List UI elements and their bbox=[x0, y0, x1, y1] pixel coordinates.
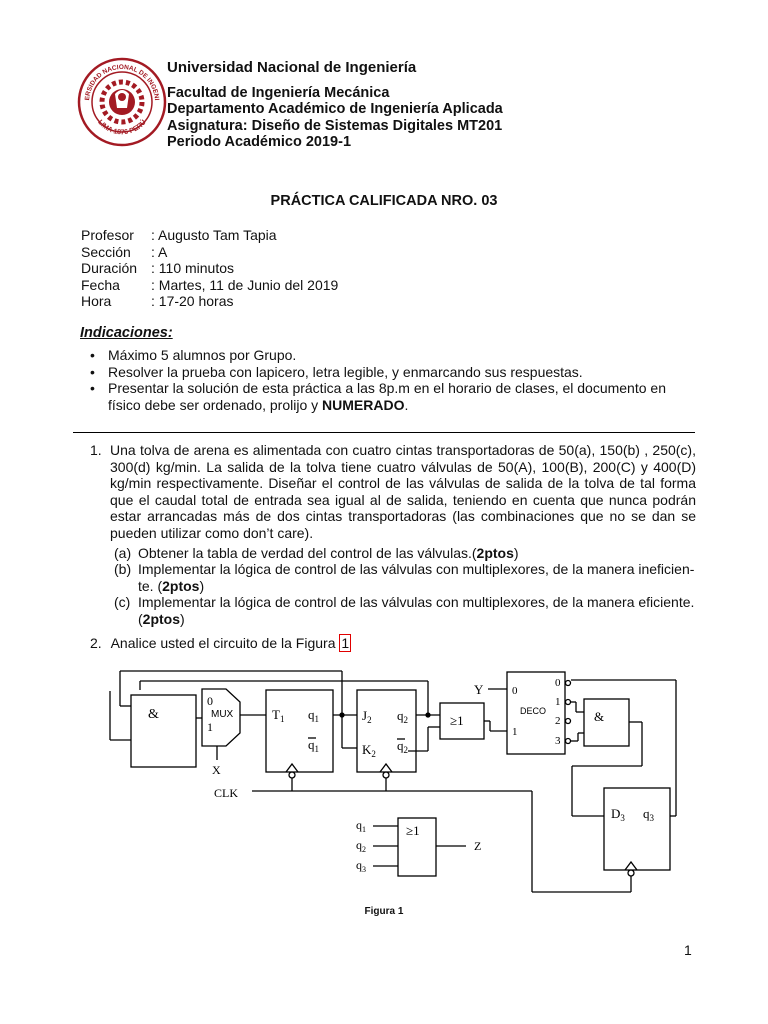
sub-letter: (c) bbox=[114, 594, 131, 611]
clk-label: CLK bbox=[214, 786, 238, 800]
info-value: : 17-20 horas bbox=[151, 293, 234, 309]
info-row bbox=[0, 244, 768, 261]
deco-out0: 0 bbox=[555, 677, 561, 689]
page-title: PRÁCTICA CALIFICADA NRO. 03 bbox=[270, 193, 498, 209]
d-flipflop bbox=[604, 788, 670, 870]
info-row bbox=[0, 277, 768, 294]
list-item-bold: NUMERADO bbox=[322, 396, 405, 413]
info-value: : 110 minutos bbox=[151, 260, 235, 276]
page-number: 1 bbox=[684, 942, 692, 958]
svg-text:q3 bbox=[643, 806, 655, 823]
q3-sub: 3 bbox=[649, 813, 654, 823]
circuit-figure bbox=[100, 665, 690, 903]
and-gate-1-label: & bbox=[148, 707, 159, 722]
logo-text-top: ERSIDAD NACIONAL DE INGENI bbox=[83, 63, 160, 101]
svg-text:J2 bbox=[362, 708, 372, 725]
t-flipflop bbox=[266, 690, 333, 772]
question-text: Una tolva de arena es alimentada con cuatro cintas transportadoras de 50(a), 150(b) , 250(c), 300(d) kg/min. La salida de la tolva tiene cuatro válvulas de 50(A), 100(B), 200(C) y 400(D) kg/min respectivamente. Diseñar el control de las válvulas de salida de la tolva de tal forma que el caudal total de entrada sea igual al de salida, teniendo en cuenta que nunca podrán estar arrancadas más de dos cintas transportadoras (las combinaciones que no se dan se pueden utilizar como don’t care). bbox=[110, 442, 696, 541]
z-label: Z bbox=[474, 839, 482, 853]
info-label: Profesor bbox=[81, 227, 134, 243]
faculty-name: Facultad de Ingeniería Mecánica bbox=[167, 85, 390, 101]
sub-text: Obtener la tabla de verdad del control de las válvulas.( bbox=[138, 544, 477, 561]
or2-q1: q bbox=[356, 818, 362, 832]
deco-in0: 0 bbox=[512, 685, 518, 697]
sub-points: 2ptos bbox=[162, 577, 200, 594]
and-gate-2 bbox=[584, 699, 629, 746]
or2-q1-sub: 1 bbox=[362, 825, 366, 834]
university-name: Universidad Nacional de Ingeniería bbox=[167, 59, 417, 76]
sub-points: 2ptos bbox=[142, 610, 181, 627]
info-row bbox=[0, 227, 768, 244]
svg-text:D3 bbox=[611, 806, 625, 823]
sub-letter: (b) bbox=[114, 561, 132, 578]
or2-q2: q bbox=[356, 838, 362, 852]
t1-qbar-sub: 1 bbox=[314, 744, 319, 754]
sub-question bbox=[110, 545, 696, 562]
divider bbox=[73, 432, 695, 433]
svg-text:K2 bbox=[362, 742, 376, 759]
info-value: : Augusto Tam Tapia bbox=[151, 227, 277, 243]
t1-q-label: q bbox=[308, 707, 315, 722]
or2-q2-sub: 2 bbox=[362, 845, 366, 854]
q2bar-label: q bbox=[397, 738, 404, 753]
k2-label: K bbox=[362, 742, 372, 757]
list-item-end: . bbox=[404, 396, 409, 413]
question-1 bbox=[90, 442, 696, 628]
sub-text: Implementar la lógica de control de las válvulas con multiplexores, de la manera ineficien-te. ( bbox=[138, 561, 695, 594]
logo-text-bottom: LIMA 1876 PERÚ bbox=[96, 118, 148, 137]
svg-text:q2 bbox=[397, 708, 408, 725]
list-item-text: Presentar la solución de esta práctica a las 8p.m en el horario de clases, el documento en físico debe ser ordenado, prolijo y bbox=[108, 380, 666, 413]
or2-q3-sub: 3 bbox=[362, 865, 366, 874]
or-gate-1-label: ≥1 bbox=[450, 713, 464, 728]
info-row bbox=[0, 260, 768, 277]
mux-label: MUX bbox=[211, 709, 234, 720]
svg-text:q1 bbox=[308, 737, 319, 754]
info-label: Duración bbox=[81, 260, 138, 276]
q2bar-sub: 2 bbox=[403, 745, 408, 755]
t1-sub: 1 bbox=[279, 714, 285, 724]
svg-text:q2 bbox=[356, 838, 366, 854]
sub-end: ) bbox=[180, 610, 185, 627]
svg-text:q2 bbox=[397, 738, 408, 755]
q3-label: q bbox=[643, 806, 650, 821]
info-value: : A bbox=[151, 243, 168, 260]
sub-end: ) bbox=[199, 577, 205, 594]
j2-label: J bbox=[362, 708, 368, 723]
question-number: 2. bbox=[90, 635, 102, 651]
and-gate-2-label: & bbox=[594, 709, 605, 724]
deco-out1: 1 bbox=[555, 696, 561, 708]
sub-end: ) bbox=[513, 544, 519, 561]
question-number: 1. bbox=[90, 442, 102, 458]
sub-question bbox=[110, 594, 696, 627]
academic-period: Periodo Académico 2019-1 bbox=[167, 134, 352, 150]
x-label: X bbox=[212, 763, 221, 777]
deco-out2: 2 bbox=[555, 715, 561, 727]
j2-sub: 2 bbox=[367, 715, 372, 725]
list-item-text: Máximo 5 alumnos por Grupo. bbox=[108, 347, 297, 363]
svg-text:q1 bbox=[356, 818, 366, 834]
deco-in1: 1 bbox=[512, 726, 518, 738]
svg-text:q3 bbox=[356, 858, 366, 874]
figure-reference-link[interactable]: 1 bbox=[341, 635, 350, 651]
question-text: Analice usted el circuito de la Figura bbox=[110, 635, 340, 651]
list-item: • Presentar la solución de esta práctica a las 8p.m en el horario de clases, el documento en físico debe ser ordenado, prolijo y NUMERADO. bbox=[90, 380, 666, 413]
info-row bbox=[0, 293, 768, 310]
d3-sub: 3 bbox=[620, 813, 625, 823]
deco-out3: 3 bbox=[555, 735, 561, 747]
figure-caption: Figura 1 bbox=[364, 906, 404, 917]
department-name: Departamento Académico de Ingeniería Aplicada bbox=[167, 101, 503, 117]
question-2 bbox=[90, 635, 696, 652]
info-label: Hora bbox=[81, 293, 112, 309]
info-value: : Martes, 11 de Junio del 2019 bbox=[151, 276, 339, 293]
info-label: Sección bbox=[81, 243, 131, 260]
mux-in1: 1 bbox=[207, 720, 213, 734]
list-item: • Resolver la prueba con lapicero, letra legible, y enmarcando sus respuestas. bbox=[90, 363, 583, 380]
university-logo bbox=[77, 50, 167, 155]
t1-label: T bbox=[272, 707, 280, 722]
indicaciones-title: Indicaciones: bbox=[80, 325, 173, 341]
or-gate-2-label: ≥1 bbox=[406, 823, 420, 838]
y-label: Y bbox=[474, 682, 484, 697]
jk-flipflop bbox=[357, 690, 416, 772]
q2-label: q bbox=[397, 708, 404, 723]
svg-text:q1 bbox=[308, 707, 319, 724]
k2-sub: 2 bbox=[371, 749, 376, 759]
list-item-text: Resolver la prueba con lapicero, letra legible, y enmarcando sus respuestas. bbox=[108, 363, 583, 380]
sub-points: 2ptos bbox=[476, 544, 514, 561]
exam-info bbox=[0, 227, 768, 312]
t1-q-sub: 1 bbox=[314, 714, 319, 724]
decoder-label: DECO bbox=[520, 706, 547, 716]
svg-text:T1 bbox=[272, 707, 284, 724]
or2-q3: q bbox=[356, 858, 362, 872]
sub-letter: (a) bbox=[114, 544, 132, 561]
info-label: Fecha bbox=[81, 276, 120, 293]
sub-question bbox=[110, 561, 696, 594]
list-item: • Máximo 5 alumnos por Grupo. bbox=[90, 347, 297, 363]
d3-label: D bbox=[611, 806, 621, 821]
and-gate-1 bbox=[131, 695, 196, 767]
indicaciones-list bbox=[80, 347, 700, 413]
course-name: Asignatura: Diseño de Sistemas Digitales MT201 bbox=[167, 118, 503, 134]
q2-sub: 2 bbox=[403, 715, 408, 725]
t1-qbar-label: q bbox=[308, 737, 315, 752]
mux-in0: 0 bbox=[207, 694, 213, 708]
sub-text: Implementar la lógica de control de las válvulas con multiplexores, de la manera eficiente. ( bbox=[138, 594, 695, 627]
